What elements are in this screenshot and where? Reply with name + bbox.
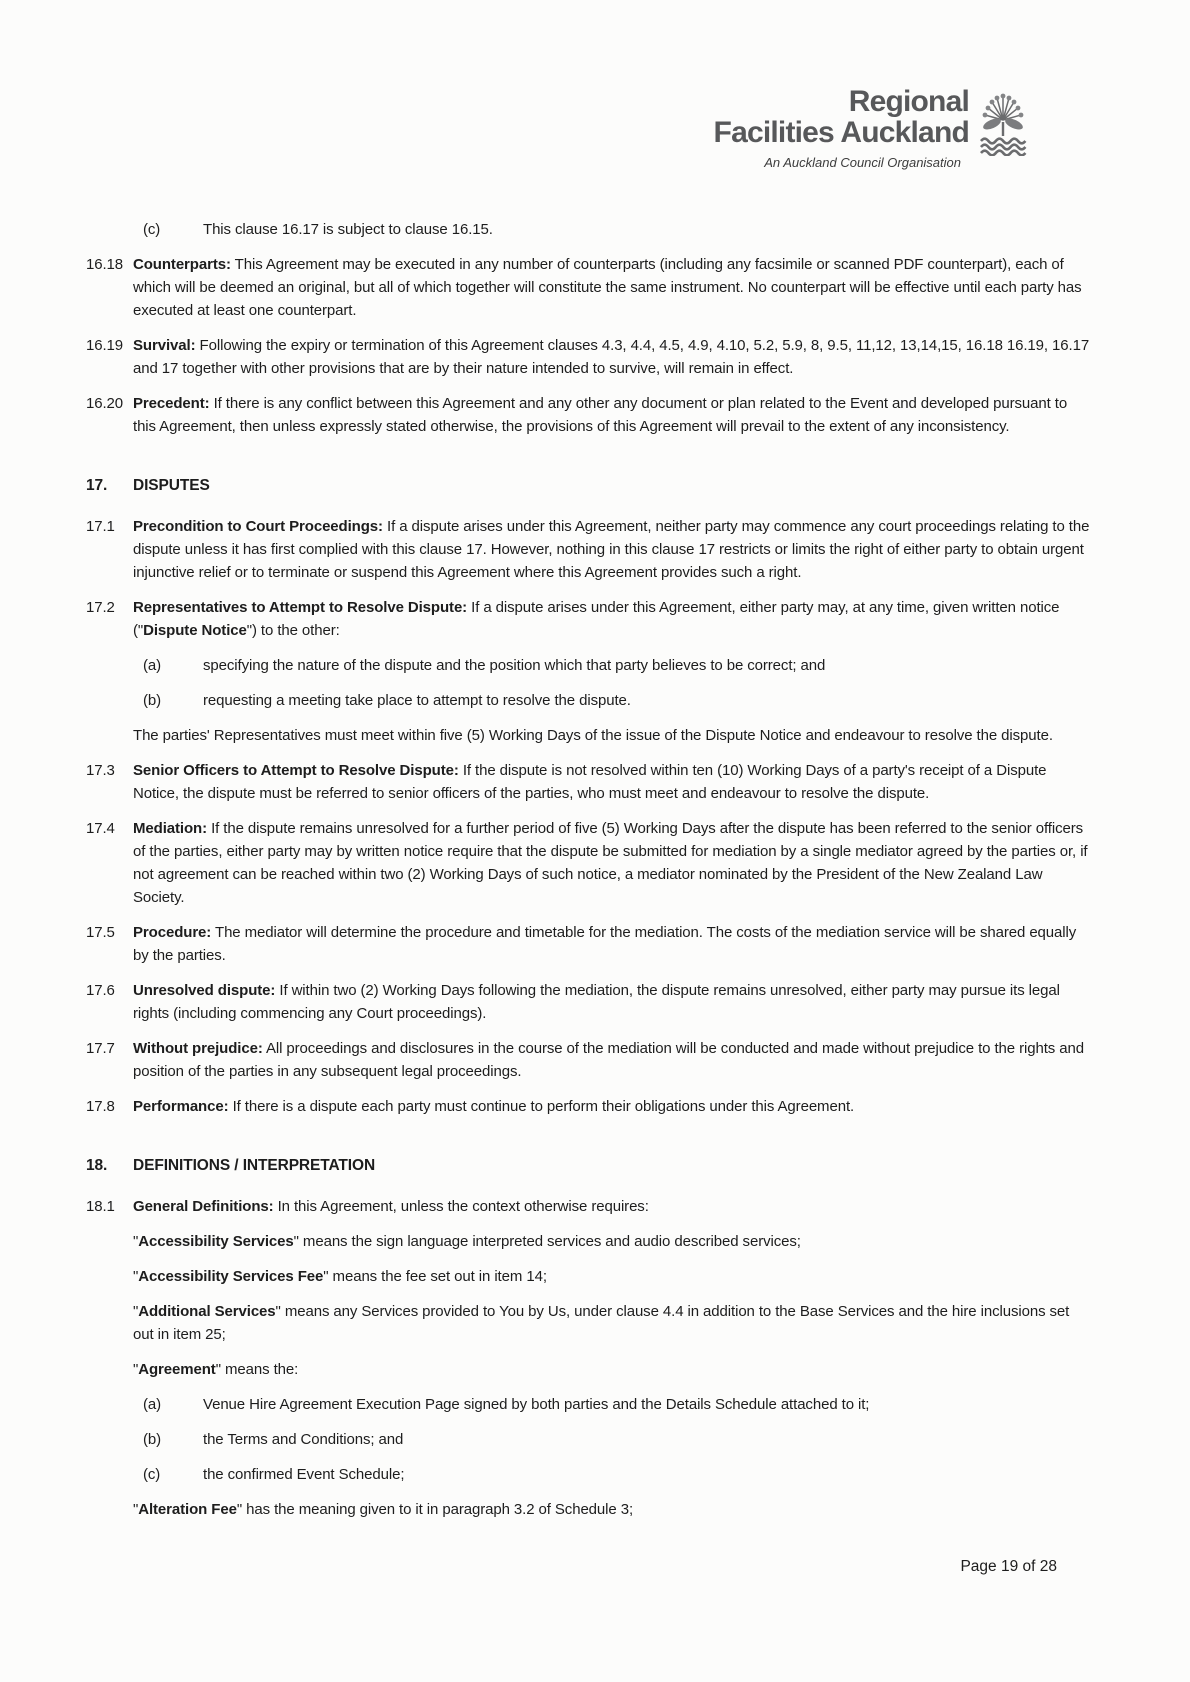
sub-item-text: specifying the nature of the dispute and the position which that party believes to be correct; and — [203, 657, 826, 674]
sub-item-label: (a) — [143, 657, 162, 674]
clause-row — [86, 392, 1093, 438]
sub-item-label: (c) — [143, 221, 161, 238]
clause-number: 18.1 — [86, 1198, 115, 1215]
definition-term: Alteration Fee — [138, 1501, 237, 1518]
clause-row — [86, 596, 1093, 642]
clause-term: Unresolved dispute: — [133, 982, 276, 999]
clause-text: Procedure: The mediator will determine the procedure and timetable for the mediation. The costs of the mediation service will be shared equally by the parties. — [133, 924, 1077, 964]
clause-number: 17.2 — [86, 599, 115, 616]
clause-row — [86, 759, 1093, 805]
clause-text: Without prejudice: All proceedings and disclosures in the course of the mediation will be conducted and made without prejudice to the rights and position of the parties in any subsequent legal proceedings. — [133, 1040, 1084, 1080]
sub-item-label: (b) — [143, 1431, 162, 1448]
logo-line-regional: Regional — [848, 85, 969, 118]
page-number: Page 19 of 28 — [960, 1558, 1057, 1575]
sub-item-label: (a) — [143, 1396, 162, 1413]
clause-number: 17.6 — [86, 982, 115, 999]
pohutukawa-flower-over-water-icon — [978, 90, 1028, 156]
letterhead — [714, 86, 1028, 170]
definition-term: Agreement — [138, 1361, 216, 1378]
sub-item-label: (b) — [143, 692, 162, 709]
definition-row — [133, 1230, 1093, 1253]
document-body — [86, 218, 1093, 1533]
paragraph-row — [133, 724, 1093, 747]
clause-number: 16.20 — [86, 395, 124, 412]
sub-item-row — [143, 1463, 1093, 1486]
clause-term: Without prejudice: — [133, 1040, 263, 1057]
clause-term: Procedure: — [133, 924, 212, 941]
clause-number: 16.19 — [86, 337, 124, 354]
clause-row — [86, 334, 1093, 380]
section-number: 17. — [86, 477, 108, 494]
section-number: 18. — [86, 1157, 108, 1174]
section-heading — [86, 474, 1093, 497]
sub-item-label: (c) — [143, 1466, 161, 1483]
definition-text: "Additional Services" means any Services provided to You by Us, under clause 4.4 in addition to the Base Services and the hire inclusions set out in item 25; — [133, 1303, 1070, 1343]
definition-text: "Alteration Fee" has the meaning given to it in paragraph 3.2 of Schedule 3; — [133, 1501, 634, 1518]
definition-row — [133, 1300, 1093, 1346]
clause-row — [86, 1195, 1093, 1218]
sub-item-row — [143, 1428, 1093, 1451]
clause-text: Representatives to Attempt to Resolve Dispute: If a dispute arises under this Agreement, either party may, at any time, given written notice ("Dispute Notice") to the other: — [133, 599, 1060, 639]
clause-row — [86, 979, 1093, 1025]
definition-term: Accessibility Services Fee — [138, 1268, 324, 1285]
sub-item-text: Venue Hire Agreement Execution Page signed by both parties and the Details Schedule attached to it; — [203, 1396, 870, 1413]
clause-row — [86, 1037, 1093, 1083]
clause-term: Senior Officers to Attempt to Resolve Dispute: — [133, 762, 459, 779]
clause-text: Unresolved dispute: If within two (2) Working Days following the mediation, the dispute remains unresolved, either party may pursue its legal rights (including commencing any Court proceedings). — [133, 982, 1060, 1022]
sub-item-text: requesting a meeting take place to attempt to resolve the dispute. — [203, 692, 631, 709]
clause-number: 17.1 — [86, 518, 115, 535]
page-footer — [960, 1558, 1057, 1576]
clause-term: Representatives to Attempt to Resolve Dispute: — [133, 599, 468, 616]
section-heading — [86, 1154, 1093, 1177]
definition-text: "Accessibility Services Fee" means the fee set out in item 14; — [133, 1268, 547, 1285]
clause-number: 16.18 — [86, 256, 124, 273]
sub-item-row — [143, 1393, 1093, 1416]
definition-term: Additional Services — [138, 1303, 276, 1320]
definition-text: "Accessibility Services" means the sign language interpreted services and audio described services; — [133, 1233, 801, 1250]
definition-term: Accessibility Services — [138, 1233, 294, 1250]
clause-term: Survival: — [133, 337, 196, 354]
clause-row — [86, 817, 1093, 909]
definition-row — [133, 1265, 1093, 1288]
clause-row — [86, 253, 1093, 322]
clause-number: 17.3 — [86, 762, 115, 779]
clause-text: Mediation: If the dispute remains unresolved for a further period of five (5) Working Days after the dispute has been referred to the senior officers of the parties, either party may by written notice require that the dispute be submitted for mediation by a single mediator agreed by the parties or, if not agreement can be reached within two (2) Working Days of such notice, a mediator nominated by the President of the New Zealand Law Society. — [133, 820, 1088, 906]
logo-tagline: An Auckland Council Organisation — [764, 155, 961, 170]
clause-text: Counterparts: This Agreement may be executed in any number of counterparts (including any facsimile or scanned PDF counterpart), each of which will be deemed an original, but all of which together will constitute the same instrument. No counterpart will be effective until each party has executed at least one counterpart. — [133, 256, 1082, 319]
clause-term: Performance: — [133, 1098, 229, 1115]
clause-text: Senior Officers to Attempt to Resolve Dispute: If the dispute is not resolved within ten (10) Working Days of a party's receipt of a Dispute Notice, the dispute must be referred to senior officers of the parties, who must meet and endeavour to resolve the dispute. — [133, 762, 1047, 802]
paragraph-text: The parties' Representatives must meet within five (5) Working Days of the issue of the Dispute Notice and endeavour to resolve the dispute. — [133, 727, 1053, 744]
section-title: DEFINITIONS / INTERPRETATION — [133, 1157, 376, 1174]
section-title: DISPUTES — [133, 477, 210, 494]
clause-text: General Definitions: In this Agreement, unless the context otherwise requires: — [133, 1198, 649, 1215]
clause-row — [86, 1095, 1093, 1118]
clause-number: 17.8 — [86, 1098, 115, 1115]
sub-item-text: This clause 16.17 is subject to clause 16.15. — [203, 221, 493, 238]
definition-text: "Agreement" means the: — [133, 1361, 299, 1378]
clause-row — [86, 921, 1093, 967]
clause-text: Precedent: If there is any conflict between this Agreement and any other any document or plan related to the Event and developed pursuant to this Agreement, then unless expressly stated otherwise, the provisions of this Agreement will prevail to the extent of any inconsistency. — [133, 395, 1068, 435]
sub-item-row — [143, 654, 1093, 677]
definition-row — [133, 1358, 1093, 1381]
sub-item-text: the confirmed Event Schedule; — [203, 1466, 405, 1483]
clause-text: Precondition to Court Proceedings: If a dispute arises under this Agreement, neither party may commence any court proceedings relating to the dispute unless it has first complied with this clause 17. However, nothing in this clause 17 restricts or limits the right of either party to obtain urgent injunctive relief or to terminate or suspend this Agreement where this Agreement provides such a right. — [133, 518, 1090, 581]
clause-number: 17.7 — [86, 1040, 115, 1057]
logo-wordmark — [714, 86, 969, 170]
clause-term: Counterparts: — [133, 256, 231, 273]
clause-term: Precedent: — [133, 395, 210, 412]
definition-row — [133, 1498, 1093, 1521]
clause-term: General Definitions: — [133, 1198, 274, 1215]
clause-term: Precondition to Court Proceedings: — [133, 518, 383, 535]
sub-item-text: the Terms and Conditions; and — [203, 1431, 404, 1448]
sub-item-row — [143, 218, 1093, 241]
clause-row — [86, 515, 1093, 584]
clause-number: 17.5 — [86, 924, 115, 941]
clause-number: 17.4 — [86, 820, 115, 837]
sub-item-row — [143, 689, 1093, 712]
emphasized-term: Dispute Notice — [143, 622, 247, 639]
clause-text: Performance: If there is a dispute each party must continue to perform their obligations under this Agreement. — [133, 1098, 855, 1115]
clause-text: Survival: Following the expiry or termination of this Agreement clauses 4.3, 4.4, 4.5, 4.9, 4.10, 5.2, 5.9, 8, 9.5, 11,12, 13,14,15, 16.18 16.19, 16.17 and 17 together with other provisions that are by their nature intended to survive, will remain in effect. — [133, 337, 1090, 377]
clause-term: Mediation: — [133, 820, 207, 837]
logo-line-facilities-auckland: Facilities Auckland — [713, 116, 969, 149]
